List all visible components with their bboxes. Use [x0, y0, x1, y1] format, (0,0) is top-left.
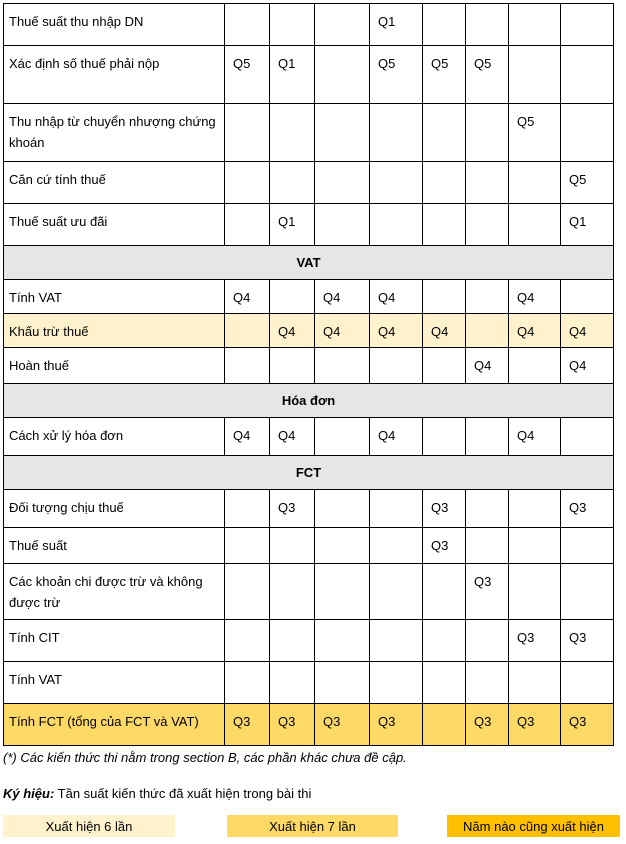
question-cell [315, 46, 370, 104]
question-cell [561, 104, 614, 162]
question-cell: Q3 [225, 704, 270, 746]
question-cell: Q3 [423, 490, 466, 528]
table-row [4, 418, 614, 456]
question-cell [509, 4, 561, 46]
question-cell: Q3 [466, 564, 509, 620]
question-cell: Q3 [561, 620, 614, 662]
table-row [4, 280, 614, 314]
topic-label: Tính VAT [4, 280, 225, 314]
question-cell [370, 348, 423, 384]
question-cell [509, 662, 561, 704]
topic-label: Xác định số thuế phải nộp [4, 46, 225, 104]
question-cell: Q5 [561, 162, 614, 204]
question-cell: Q4 [509, 314, 561, 348]
question-cell [225, 490, 270, 528]
table-row [4, 204, 614, 246]
question-cell [315, 204, 370, 246]
question-cell [423, 348, 466, 384]
question-cell [561, 662, 614, 704]
table-row [4, 490, 614, 528]
question-cell [315, 4, 370, 46]
question-cell: Q1 [561, 204, 614, 246]
topic-label: Tính VAT [4, 662, 225, 704]
topic-label: Các khoản chi được trừ và không được trừ [4, 564, 225, 620]
table-row [4, 314, 614, 348]
question-cell [315, 104, 370, 162]
table-row [4, 104, 614, 162]
question-cell [466, 314, 509, 348]
question-cell: Q5 [509, 104, 561, 162]
table-row [4, 704, 614, 746]
question-cell [466, 662, 509, 704]
question-cell [370, 204, 423, 246]
section-title: VAT [4, 246, 614, 280]
question-cell [315, 620, 370, 662]
topic-label: Thuế suất ưu đãi [4, 204, 225, 246]
question-cell [466, 204, 509, 246]
section-title: Hóa đơn [4, 384, 614, 418]
question-cell [225, 204, 270, 246]
question-cell [225, 348, 270, 384]
section-header-row [4, 246, 614, 280]
question-cell: Q4 [509, 280, 561, 314]
question-cell: Q1 [370, 4, 423, 46]
legend-item-7-times: Xuất hiện 7 lần [227, 815, 398, 837]
topic-label: Tính FCT (tổng của FCT và VAT) [4, 704, 225, 746]
question-cell: Q3 [561, 490, 614, 528]
question-cell [509, 528, 561, 564]
question-cell [315, 490, 370, 528]
question-cell [423, 104, 466, 162]
question-cell: Q3 [270, 704, 315, 746]
question-cell: Q4 [561, 348, 614, 384]
question-cell: Q4 [561, 314, 614, 348]
question-cell [225, 314, 270, 348]
question-cell [561, 564, 614, 620]
question-cell: Q4 [370, 280, 423, 314]
question-cell: Q4 [423, 314, 466, 348]
question-cell [466, 528, 509, 564]
question-cell: Q1 [270, 204, 315, 246]
legend-title-text: Tần suất kiến thức đã xuất hiện trong bài thi [54, 786, 312, 801]
question-cell: Q3 [466, 704, 509, 746]
question-cell [509, 564, 561, 620]
question-cell: Q4 [225, 418, 270, 456]
question-cell: Q4 [315, 314, 370, 348]
topic-label: Thuế suất thu nhập DN [4, 4, 225, 46]
question-cell: Q4 [270, 418, 315, 456]
question-cell [466, 162, 509, 204]
question-cell [270, 528, 315, 564]
topic-label: Cách xử lý hóa đơn [4, 418, 225, 456]
table-row [4, 564, 614, 620]
question-cell: Q5 [370, 46, 423, 104]
table-row [4, 46, 614, 104]
question-cell [423, 280, 466, 314]
question-cell: Q4 [270, 314, 315, 348]
legend-item-every-year: Năm nào cũng xuất hiện [447, 815, 620, 837]
question-cell [315, 162, 370, 204]
legend-title-bold: Ký hiệu: [3, 786, 55, 801]
question-cell: Q4 [370, 314, 423, 348]
question-cell: Q3 [509, 620, 561, 662]
question-cell [561, 280, 614, 314]
question-cell [315, 348, 370, 384]
question-cell [423, 620, 466, 662]
table-row [4, 620, 614, 662]
topic-label: Hoàn thuế [4, 348, 225, 384]
question-cell [509, 490, 561, 528]
question-cell: Q3 [270, 490, 315, 528]
question-cell [466, 418, 509, 456]
question-cell [561, 418, 614, 456]
question-cell [225, 162, 270, 204]
question-cell: Q4 [509, 418, 561, 456]
section-title: FCT [4, 456, 614, 490]
question-cell [466, 104, 509, 162]
question-cell [561, 4, 614, 46]
topic-label: Căn cứ tính thuế [4, 162, 225, 204]
question-cell [225, 620, 270, 662]
question-cell [370, 490, 423, 528]
question-cell [225, 662, 270, 704]
question-cell [561, 528, 614, 564]
question-cell: Q3 [315, 704, 370, 746]
question-cell [423, 564, 466, 620]
question-cell: Q5 [466, 46, 509, 104]
question-cell [509, 348, 561, 384]
question-cell [423, 418, 466, 456]
question-cell [225, 104, 270, 162]
question-cell [561, 46, 614, 104]
footnote: (*) Các kiến thức thi nằm trong section B, các phần khác chưa đề cập. [3, 750, 407, 765]
question-cell [315, 662, 370, 704]
question-cell: Q3 [423, 528, 466, 564]
question-cell: Q4 [370, 418, 423, 456]
question-cell [423, 704, 466, 746]
question-cell: Q4 [315, 280, 370, 314]
topic-frequency-table [3, 3, 614, 746]
section-header-row [4, 456, 614, 490]
question-cell [466, 280, 509, 314]
question-cell: Q5 [423, 46, 466, 104]
table-row [4, 162, 614, 204]
question-cell [370, 564, 423, 620]
section-header-row [4, 384, 614, 418]
table-row [4, 662, 614, 704]
legend-title [3, 786, 311, 801]
question-cell [315, 528, 370, 564]
question-cell: Q3 [370, 704, 423, 746]
table-row [4, 4, 614, 46]
table-row [4, 348, 614, 384]
question-cell [270, 564, 315, 620]
question-cell [315, 418, 370, 456]
question-cell [423, 4, 466, 46]
question-cell [270, 620, 315, 662]
question-cell [509, 46, 561, 104]
question-cell: Q4 [466, 348, 509, 384]
question-cell [423, 162, 466, 204]
question-cell [270, 4, 315, 46]
question-cell: Q3 [509, 704, 561, 746]
topic-label: Tính CIT [4, 620, 225, 662]
question-cell [370, 162, 423, 204]
question-cell [370, 104, 423, 162]
question-cell [466, 490, 509, 528]
question-cell [225, 4, 270, 46]
question-cell [423, 204, 466, 246]
topic-label: Thu nhập từ chuyển nhượng chứng khoán [4, 104, 225, 162]
topic-label: Khấu trừ thuế [4, 314, 225, 348]
question-cell: Q4 [225, 280, 270, 314]
question-cell: Q5 [225, 46, 270, 104]
table-row [4, 528, 614, 564]
topic-label: Thuế suất [4, 528, 225, 564]
question-cell: Q1 [270, 46, 315, 104]
question-cell [509, 162, 561, 204]
question-cell [370, 528, 423, 564]
question-cell [270, 104, 315, 162]
question-cell [315, 564, 370, 620]
question-cell [270, 348, 315, 384]
question-cell [270, 162, 315, 204]
question-cell [423, 662, 466, 704]
legend-item-6-times: Xuất hiện 6 lần [3, 815, 175, 837]
question-cell [509, 204, 561, 246]
question-cell [270, 280, 315, 314]
question-cell [270, 662, 315, 704]
question-cell [225, 564, 270, 620]
question-cell [370, 620, 423, 662]
question-cell: Q3 [561, 704, 614, 746]
topic-label: Đối tượng chịu thuế [4, 490, 225, 528]
question-cell [370, 662, 423, 704]
question-cell [225, 528, 270, 564]
question-cell [466, 4, 509, 46]
question-cell [466, 620, 509, 662]
